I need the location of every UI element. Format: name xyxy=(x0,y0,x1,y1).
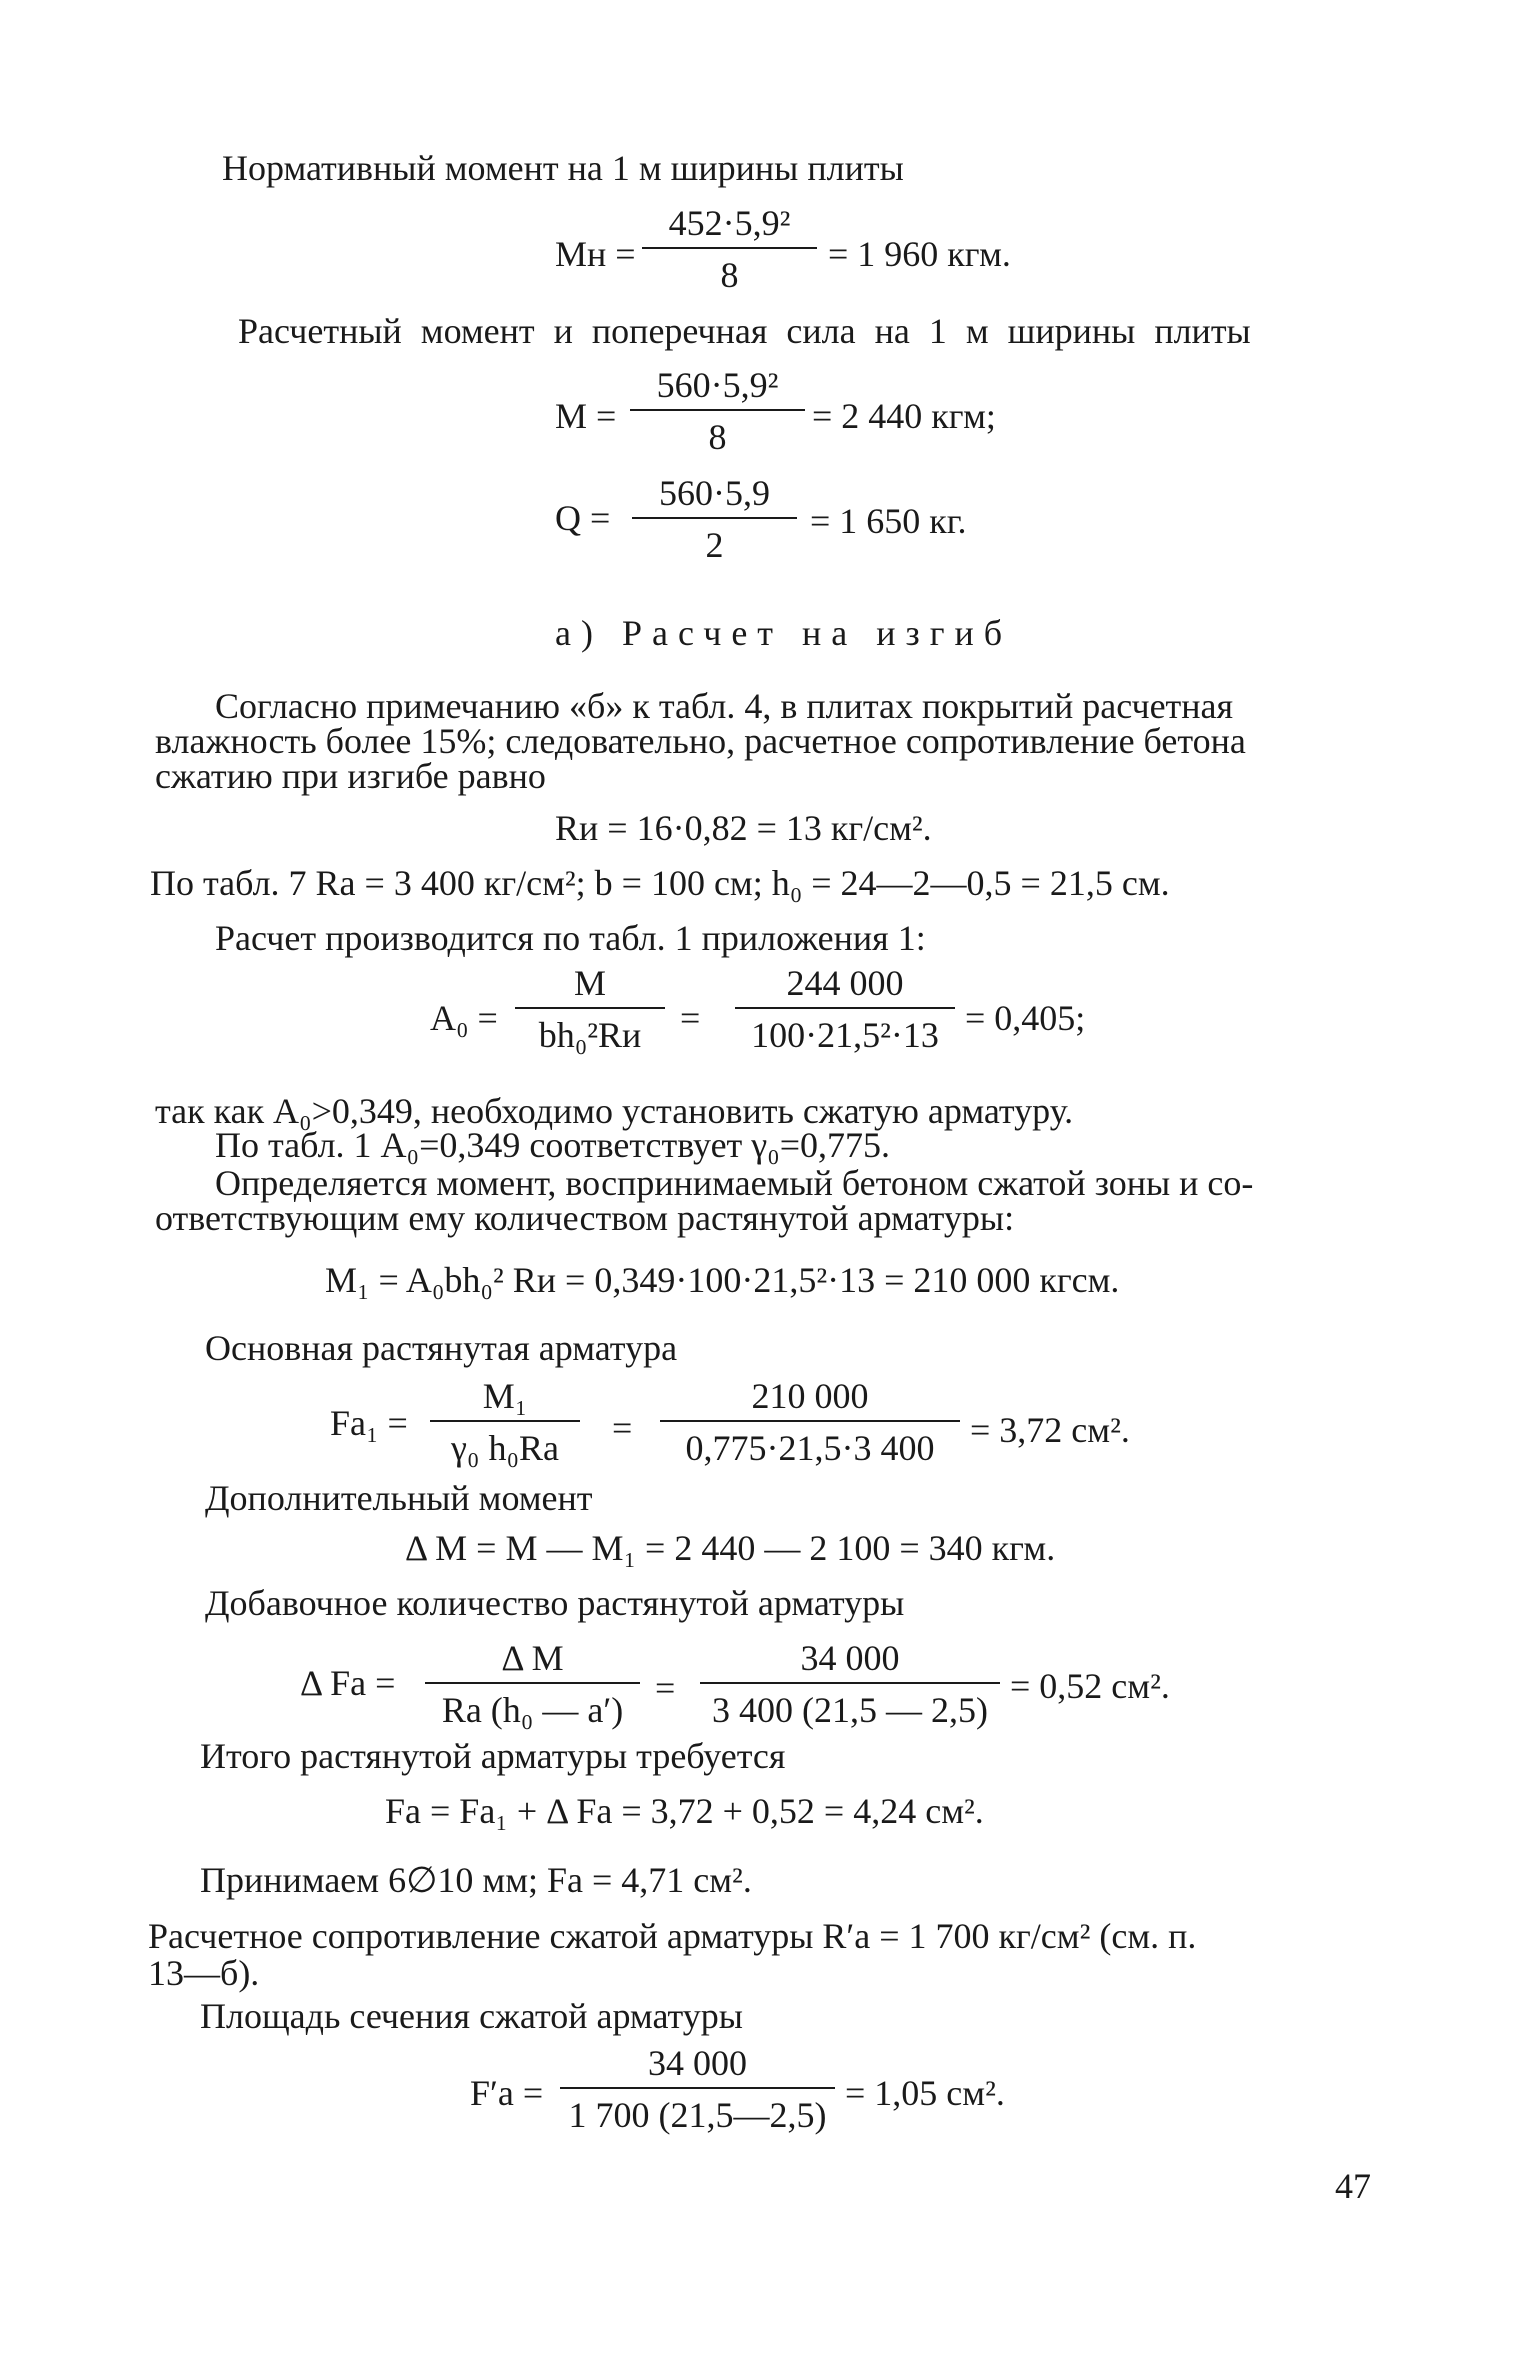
paragraph-compressed-reinforcement: так как A₀>0,349, необходимо установить сжатую арматуру. xyxy=(155,1091,1074,1131)
eq7-denominator2: 0,775·21,5·3 400 xyxy=(660,1420,960,1466)
eq7-mid: = xyxy=(612,1408,633,1448)
eq4-resistance: Rи = 16·0,82 = 13 кг/см². xyxy=(555,808,932,848)
paragraph-additional-moment: Дополнительный момент xyxy=(205,1478,593,1518)
paragraph-table7: По табл. 7 Rа = 3 400 кг/см²; b = 100 см; h₀ = 24—2—0,5 = 21,5 см. xyxy=(150,863,1170,903)
eq10-total: Fа = Fа₁ + Δ Fа = 3,72 + 0,52 = 4,24 см². xyxy=(385,1791,984,1831)
paragraph-calc-table: Расчет производится по табл. 1 приложения 1: xyxy=(215,918,926,958)
paragraph-moment-line1: Определяется момент, воспринимаемый бетоном сжатой зоны и со- xyxy=(215,1163,1254,1203)
eq5-fraction2 xyxy=(735,965,955,1053)
eq5-denominator1: bh₀²Rи xyxy=(515,1007,665,1053)
eq11-rhs: = 1,05 см². xyxy=(845,2073,1005,2113)
eq9-denominator2: 3 400 (21,5 — 2,5) xyxy=(700,1682,1000,1728)
eq3-fraction xyxy=(632,475,797,563)
eq5-numerator2: 244 000 xyxy=(786,963,904,1003)
eq9-rhs: = 0,52 см². xyxy=(1010,1666,1170,1706)
paragraph-main-reinforcement: Основная растянутая арматура xyxy=(205,1328,678,1368)
eq9-lhs: Δ Fа = xyxy=(300,1663,396,1703)
eq5-denominator2: 100·21,5²·13 xyxy=(735,1007,955,1053)
paragraph-compressed-area: Площадь сечения сжатой арматуры xyxy=(200,1996,743,2036)
eq11-fraction xyxy=(560,2045,835,2133)
eq9-fraction2 xyxy=(700,1640,1000,1728)
eq7-lhs: Fа₁ = xyxy=(330,1403,408,1443)
eq11-numerator: 34 000 xyxy=(648,2043,747,2083)
paragraph-compressed-resistance-line1: Расчетное сопротивление сжатой арматуры R′а = 1 700 кг/см² (см. п. xyxy=(148,1916,1197,1956)
eq7-numerator1: M₁ xyxy=(482,1376,528,1416)
eq5-rhs: = 0,405; xyxy=(965,998,1086,1038)
eq1-rhs: = 1 960 кгм. xyxy=(828,234,1011,274)
section-heading: а) Расчет на изгиб xyxy=(555,613,1013,653)
eq2-rhs: = 2 440 кгм; xyxy=(812,396,996,436)
eq1-numerator: 452·5,9² xyxy=(668,203,791,243)
eq9-mid: = xyxy=(655,1668,676,1708)
eq5-mid: = xyxy=(680,998,701,1038)
paragraph-design-moment: Расчетный момент и поперечная сила на 1 м ширины плиты xyxy=(238,311,1251,351)
eq1-denominator: 8 xyxy=(642,247,817,293)
eq3-denominator: 2 xyxy=(632,517,797,563)
eq1-fraction xyxy=(642,205,817,293)
paragraph-table1: По табл. 1 A₀=0,349 соответствует γ₀=0,775. xyxy=(215,1125,891,1165)
eq9-fraction1 xyxy=(425,1640,640,1728)
eq8-delta-moment: Δ M = M — M₁ = 2 440 — 2 100 = 340 кгм. xyxy=(405,1528,1056,1568)
paragraph-note-line1: Согласно примечанию «б» к табл. 4, в плитах покрытий расчетная xyxy=(215,686,1234,726)
eq7-fraction2 xyxy=(660,1378,960,1466)
eq5-numerator1: M xyxy=(573,963,606,1003)
eq7-fraction1 xyxy=(430,1378,580,1466)
eq7-denominator1: γ₀ h₀Rа xyxy=(430,1420,580,1466)
paragraph-total-reinforcement: Итого растянутой арматуры требуется xyxy=(200,1736,786,1776)
paragraph-note-line3: сжатию при изгибе равно xyxy=(155,756,546,796)
eq2-denominator: 8 xyxy=(630,409,805,455)
page-number: 47 xyxy=(1335,2166,1371,2206)
paragraph-note-line2: влажность более 15%; следовательно, расчетное сопротивление бетона xyxy=(155,721,1246,761)
paragraph-accepted-bars: Принимаем 6∅10 мм; Fа = 4,71 см². xyxy=(200,1860,752,1900)
eq3-numerator: 560·5,9 xyxy=(659,473,770,513)
eq3-lhs: Q = xyxy=(555,498,611,538)
eq9-numerator2: 34 000 xyxy=(800,1638,900,1678)
eq6-moment: M₁ = A₀bh₀² Rи = 0,349·100·21,5²·13 = 210 000 кгсм. xyxy=(325,1260,1120,1300)
eq7-numerator2: 210 000 xyxy=(751,1376,869,1416)
paragraph-additional-reinforcement: Добавочное количество растянутой арматуры xyxy=(205,1583,905,1623)
eq7-rhs: = 3,72 см². xyxy=(970,1410,1130,1450)
paragraph-compressed-resistance-line2: 13—б). xyxy=(148,1953,260,1993)
eq2-numerator: 560·5,9² xyxy=(656,365,779,405)
eq3-rhs: = 1 650 кг. xyxy=(810,501,967,541)
eq11-lhs: F′а = xyxy=(470,2073,544,2113)
paragraph-normative-moment: Нормативный момент на 1 м ширины плиты xyxy=(222,148,904,188)
eq5-fraction1 xyxy=(515,965,665,1053)
eq5-lhs: A₀ = xyxy=(430,998,498,1038)
eq9-denominator1: Rа (h₀ — a′) xyxy=(425,1682,640,1728)
eq9-numerator1: Δ M xyxy=(501,1638,564,1678)
eq2-fraction xyxy=(630,367,805,455)
paragraph-moment-line2: ответствующим ему количеством растянутой арматуры: xyxy=(155,1198,1015,1238)
eq2-lhs: М = xyxy=(555,396,617,436)
eq1-lhs: Мн = xyxy=(555,234,636,274)
eq11-denominator: 1 700 (21,5—2,5) xyxy=(560,2087,835,2133)
